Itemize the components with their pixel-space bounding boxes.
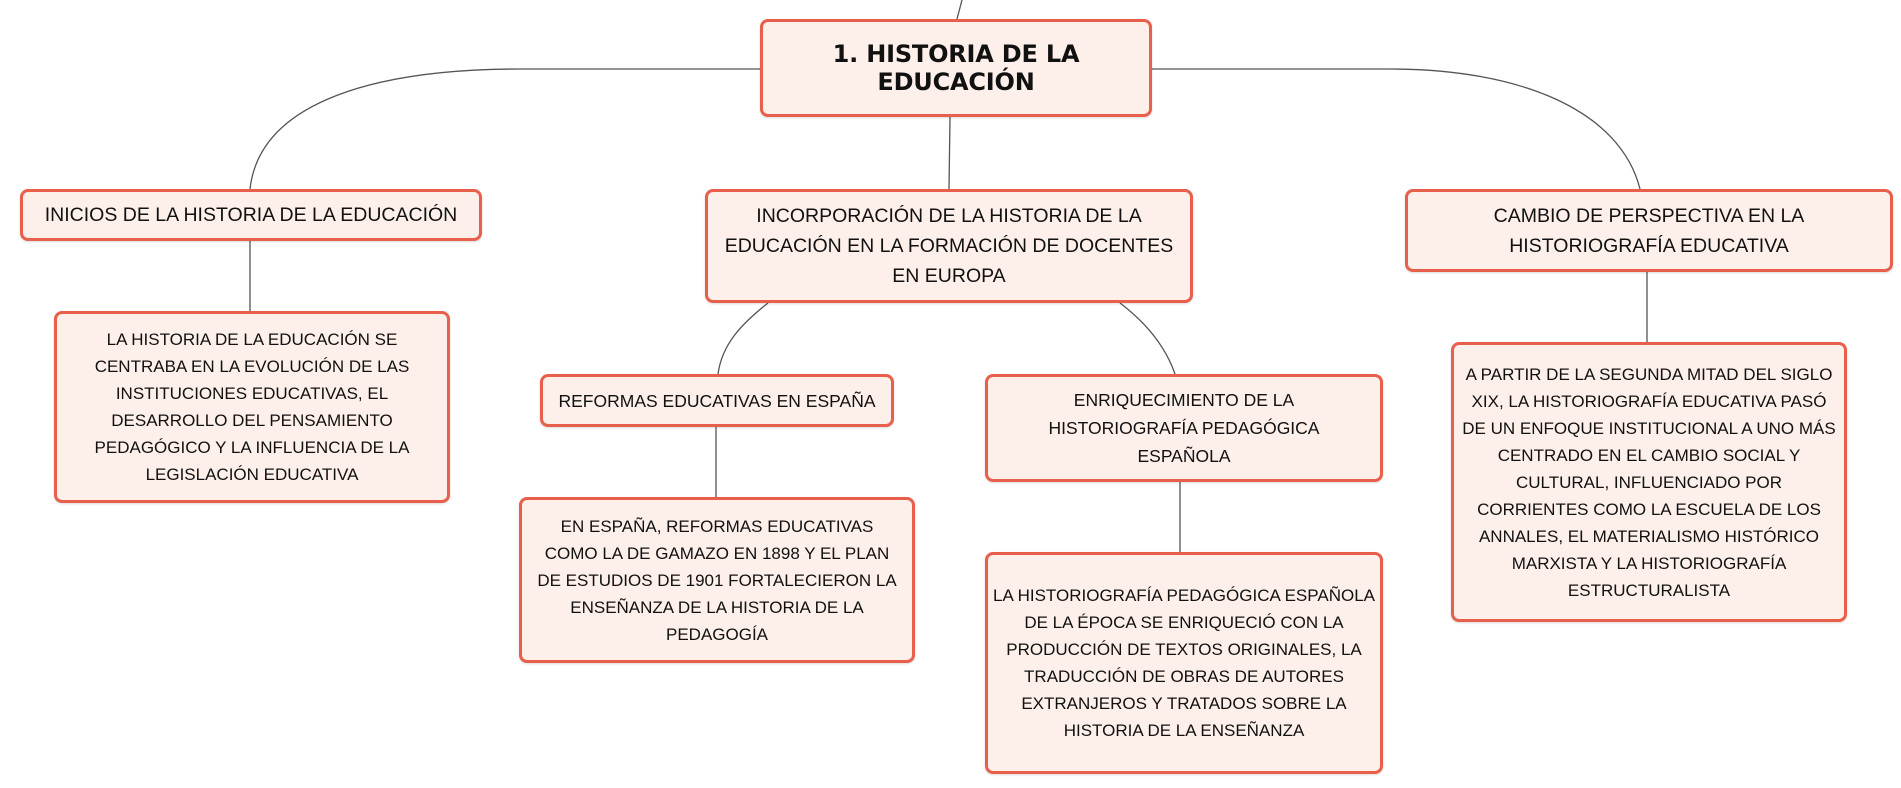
detail-cambio-perspectiva-text: A PARTIR DE LA SEGUNDA MITAD DEL SIGLO XIX, LA HISTORIOGRAFÍA EDUCATIVA PASÓ DE UN ENFOQUE INSTITUCIONAL A UNO MÁS CENTRADO EN EL CAMBIO SOCIAL Y CULTURAL, INFLUENCIADO POR CORRIENTES COMO LA ESCUELA DE LOS ANNALES, EL MATERIALISMO HISTÓRICO MARXISTA Y LA HISTORIOGRAFÍA ESTRUCTURALISTA [1462, 364, 1836, 600]
connector-root-to-branch-3 [1150, 69, 1640, 189]
connector-branch-2-to-child-1 [718, 303, 768, 374]
connector-root-to-branch-2 [949, 117, 950, 189]
branch-incorporacion[interactable] [705, 189, 1193, 303]
branch-inicios-label: INICIOS DE LA HISTORIA DE LA EDUCACIÓN [44, 204, 458, 226]
subtopic-enriquecimiento-label: ENRIQUECIMIENTO DE LA HISTORIOGRAFÍA PEDAGÓGICA ESPAÑOLA [1048, 390, 1320, 466]
subtopic-reformas-espana-label: REFORMAS EDUCATIVAS EN ESPAÑA [558, 390, 876, 411]
detail-enriquecimiento-text: LA HISTORIOGRAFÍA PEDAGÓGICA ESPAÑOLA DE LA ÉPOCA SE ENRIQUECIÓ CON LA PRODUCCIÓN DE TEXTOS ORIGINALES, LA TRADUCCIÓN DE OBRAS DE AUTORES EXTRANJEROS Y TRATADOS SOBRE LA HISTORIA DE LA ENSEÑANZA [993, 586, 1375, 740]
root-topic-label: 1. HISTORIA DE LA EDUCACIÓN [832, 40, 1080, 96]
detail-reformas-espana[interactable] [519, 497, 915, 663]
subtopic-reformas-espana[interactable] [540, 374, 894, 427]
detail-inicios-text: LA HISTORIA DE LA EDUCACIÓN SE CENTRABA EN LA EVOLUCIÓN DE LAS INSTITUCIONES EDUCATIVAS, EL DESARROLLO DEL PENSAMIENTO PEDAGÓGICO Y LA INFLUENCIA DE LA LEGISLACIÓN EDUCATIVA [94, 330, 410, 484]
branch-incorporacion-label: INCORPORACIÓN DE LA HISTORIA DE LA EDUCACIÓN EN LA FORMACIÓN DE DOCENTES EN EUROPA [724, 205, 1174, 287]
detail-inicios[interactable] [54, 311, 450, 503]
detail-reformas-espana-text: EN ESPAÑA, REFORMAS EDUCATIVAS COMO LA DE GAMAZO EN 1898 Y EL PLAN DE ESTUDIOS DE 1901 FORTALECIERON LA ENSEÑANZA DE LA HISTORIA DE LA PEDAGOGÍA [537, 516, 897, 644]
branch-inicios[interactable] [20, 189, 482, 241]
connector-branch-2-to-child-2 [1120, 303, 1175, 374]
branch-cambio-perspectiva-label: CAMBIO DE PERSPECTIVA EN LA HISTORIOGRAFÍA EDUCATIVA [1493, 204, 1805, 257]
root-topic[interactable] [760, 19, 1152, 117]
connector-root-to-branch-1 [250, 69, 760, 189]
detail-cambio-perspectiva[interactable] [1451, 342, 1847, 622]
subtopic-enriquecimiento[interactable] [985, 374, 1383, 482]
branch-cambio-perspectiva[interactable] [1405, 189, 1893, 272]
detail-enriquecimiento[interactable] [985, 552, 1383, 774]
connector-root-up [957, 0, 962, 19]
